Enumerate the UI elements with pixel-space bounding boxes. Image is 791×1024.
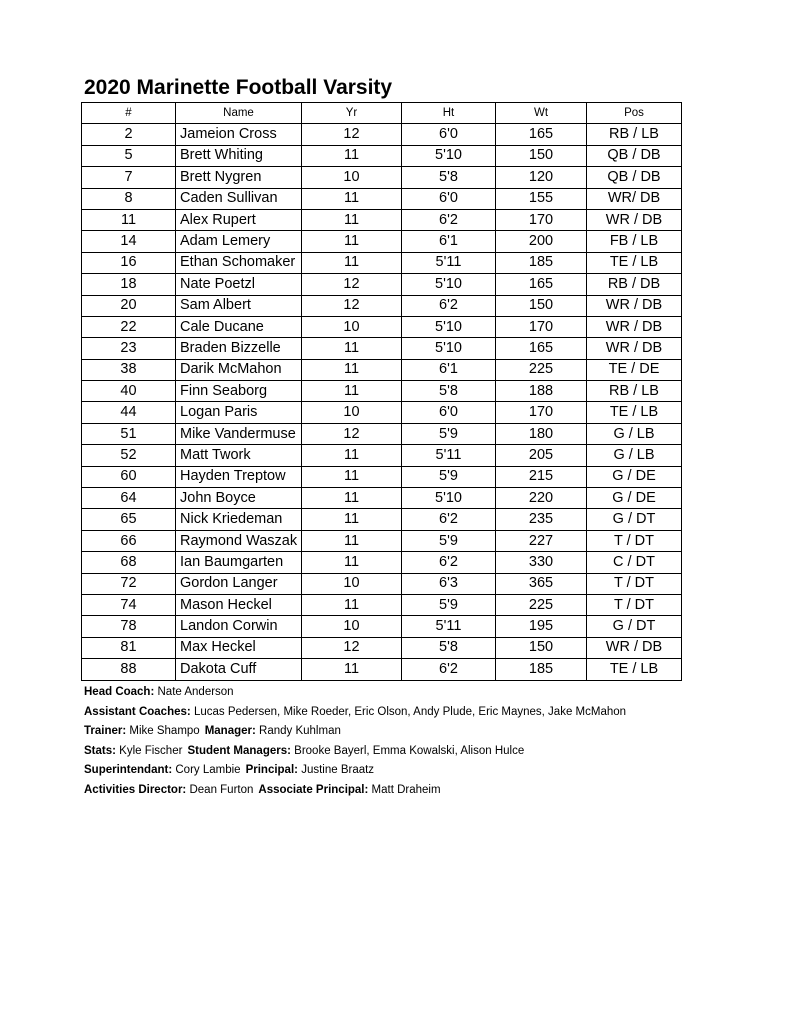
player-height: 5'10 [402, 145, 496, 166]
player-height: 5'10 [402, 338, 496, 359]
player-position: G / DE [587, 466, 682, 487]
player-height: 5'8 [402, 167, 496, 188]
staff-role-label: Student Managers: [187, 744, 291, 757]
player-year: 11 [302, 145, 402, 166]
player-weight: 225 [496, 594, 587, 615]
player-weight: 365 [496, 573, 587, 594]
player-year: 12 [302, 274, 402, 295]
player-weight: 330 [496, 552, 587, 573]
player-year: 10 [302, 573, 402, 594]
player-height: 6'0 [402, 188, 496, 209]
table-row [82, 488, 682, 509]
player-height: 5'10 [402, 274, 496, 295]
player-weight: 150 [496, 145, 587, 166]
player-year: 11 [302, 231, 402, 252]
player-weight: 185 [496, 252, 587, 273]
player-name: Ethan Schomaker [176, 252, 302, 273]
staff-role-label: Superintendant: [84, 764, 173, 777]
player-position: FB / LB [587, 231, 682, 252]
player-year: 11 [302, 466, 402, 487]
table-row [82, 552, 682, 573]
player-position: T / DT [587, 573, 682, 594]
player-year: 10 [302, 167, 402, 188]
player-number: 2 [82, 124, 176, 145]
staff-line [84, 781, 626, 801]
staff-name: Brooke Bayerl, Emma Kowalski, Alison Hulce [294, 744, 525, 757]
page-title: 2020 Marinette Football Varsity [84, 76, 393, 99]
staff-line [84, 683, 626, 703]
player-number: 7 [82, 167, 176, 188]
player-weight: 170 [496, 402, 587, 423]
player-height: 5'9 [402, 530, 496, 551]
player-number: 23 [82, 338, 176, 359]
table-row [82, 188, 682, 209]
table-row [82, 359, 682, 380]
player-height: 5'8 [402, 381, 496, 402]
player-name: Brett Whiting [176, 145, 302, 166]
table-row [82, 659, 682, 680]
player-number: 38 [82, 359, 176, 380]
player-number: 16 [82, 252, 176, 273]
staff-name: Justine Braatz [301, 764, 375, 777]
table-row [82, 316, 682, 337]
player-height: 6'3 [402, 573, 496, 594]
player-position: TE / LB [587, 659, 682, 680]
player-number: 18 [82, 274, 176, 295]
player-position: G / LB [587, 423, 682, 444]
staff-role-label: Principal: [245, 764, 298, 777]
player-name: Darik McMahon [176, 359, 302, 380]
player-number: 81 [82, 637, 176, 658]
player-position: TE / LB [587, 252, 682, 273]
player-name: Brett Nygren [176, 167, 302, 188]
player-weight: 235 [496, 509, 587, 530]
player-year: 11 [302, 488, 402, 509]
staff-role-label: Assistant Coaches: [84, 705, 191, 718]
staff-name: Kyle Fischer [119, 744, 183, 757]
player-number: 11 [82, 209, 176, 230]
player-height: 5'8 [402, 637, 496, 658]
player-position: WR / DB [587, 295, 682, 316]
player-number: 64 [82, 488, 176, 509]
player-weight: 165 [496, 338, 587, 359]
player-weight: 155 [496, 188, 587, 209]
staff-name: Lucas Pedersen, Mike Roeder, Eric Olson, Andy Plude, Eric Maynes, Jake McMahon [193, 705, 627, 718]
player-position: G / DT [587, 509, 682, 530]
player-number: 60 [82, 466, 176, 487]
player-height: 6'0 [402, 124, 496, 145]
player-year: 11 [302, 552, 402, 573]
player-weight: 220 [496, 488, 587, 509]
player-height: 5'11 [402, 445, 496, 466]
player-weight: 188 [496, 381, 587, 402]
player-weight: 170 [496, 209, 587, 230]
player-position: WR / DB [587, 338, 682, 359]
player-position: C / DT [587, 552, 682, 573]
player-number: 72 [82, 573, 176, 594]
player-height: 6'2 [402, 295, 496, 316]
player-height: 6'1 [402, 359, 496, 380]
staff-name: Randy Kuhlman [259, 725, 341, 738]
player-weight: 185 [496, 659, 587, 680]
player-height: 6'2 [402, 509, 496, 530]
player-position: WR / DB [587, 637, 682, 658]
player-height: 5'11 [402, 252, 496, 273]
table-row [82, 637, 682, 658]
player-year: 11 [302, 509, 402, 530]
table-row [82, 145, 682, 166]
table-row [82, 573, 682, 594]
table-row [82, 274, 682, 295]
table-row [82, 594, 682, 615]
player-name: Logan Paris [176, 402, 302, 423]
table-row [82, 509, 682, 530]
player-number: 8 [82, 188, 176, 209]
player-weight: 120 [496, 167, 587, 188]
player-position: RB / LB [587, 124, 682, 145]
player-name: John Boyce [176, 488, 302, 509]
player-position: WR/ DB [587, 188, 682, 209]
col-header-weight: Wt [496, 103, 587, 124]
player-year: 11 [302, 338, 402, 359]
staff-name: Cory Lambie [175, 764, 241, 777]
staff-name: Nate Anderson [157, 686, 234, 698]
player-name: Jameion Cross [176, 124, 302, 145]
player-position: TE / DE [587, 359, 682, 380]
player-year: 11 [302, 530, 402, 551]
staff-role-label: Head Coach: [84, 686, 155, 698]
player-name: Mike Vandermuse [176, 423, 302, 444]
table-row [82, 445, 682, 466]
player-position: G / DE [587, 488, 682, 509]
player-year: 12 [302, 124, 402, 145]
player-number: 74 [82, 594, 176, 615]
player-name: Hayden Treptow [176, 466, 302, 487]
player-position: G / DT [587, 616, 682, 637]
player-position: WR / DB [587, 209, 682, 230]
player-name: Matt Twork [176, 445, 302, 466]
player-name: Nate Poetzl [176, 274, 302, 295]
player-year: 10 [302, 402, 402, 423]
player-position: WR / DB [587, 316, 682, 337]
table-header-row [82, 103, 682, 124]
staff-line [84, 761, 626, 781]
staff-name: Matt Draheim [371, 783, 441, 796]
player-position: RB / DB [587, 274, 682, 295]
player-height: 5'9 [402, 594, 496, 615]
player-position: T / DT [587, 594, 682, 615]
player-name: Dakota Cuff [176, 659, 302, 680]
player-name: Alex Rupert [176, 209, 302, 230]
staff-line [84, 703, 626, 723]
staff-line [84, 742, 626, 762]
player-height: 6'2 [402, 552, 496, 573]
player-name: Caden Sullivan [176, 188, 302, 209]
player-number: 88 [82, 659, 176, 680]
col-header-name: Name [176, 103, 302, 124]
player-weight: 170 [496, 316, 587, 337]
player-weight: 215 [496, 466, 587, 487]
player-number: 44 [82, 402, 176, 423]
col-header-year: Yr [302, 103, 402, 124]
player-height: 6'2 [402, 209, 496, 230]
player-weight: 180 [496, 423, 587, 444]
player-weight: 205 [496, 445, 587, 466]
player-name: Cale Ducane [176, 316, 302, 337]
player-number: 52 [82, 445, 176, 466]
staff-role-label: Trainer: [84, 725, 127, 738]
col-header-height: Ht [402, 103, 496, 124]
player-name: Ian Baumgarten [176, 552, 302, 573]
player-name: Raymond Waszak [176, 530, 302, 551]
table-row [82, 530, 682, 551]
player-name: Sam Albert [176, 295, 302, 316]
player-weight: 227 [496, 530, 587, 551]
player-number: 66 [82, 530, 176, 551]
staff-line [84, 722, 626, 742]
player-position: G / LB [587, 445, 682, 466]
player-position: QB / DB [587, 167, 682, 188]
player-year: 12 [302, 295, 402, 316]
player-weight: 200 [496, 231, 587, 252]
player-height: 5'11 [402, 616, 496, 637]
table-row [82, 423, 682, 444]
player-weight: 165 [496, 274, 587, 295]
player-height: 6'1 [402, 231, 496, 252]
table-row [82, 381, 682, 402]
roster-table [81, 102, 682, 681]
player-name: Landon Corwin [176, 616, 302, 637]
player-number: 65 [82, 509, 176, 530]
table-row [82, 167, 682, 188]
player-position: QB / DB [587, 145, 682, 166]
player-name: Braden Bizzelle [176, 338, 302, 359]
player-position: T / DT [587, 530, 682, 551]
player-year: 10 [302, 616, 402, 637]
player-name: Max Heckel [176, 637, 302, 658]
col-header-position: Pos [587, 103, 682, 124]
staff-list [84, 683, 626, 801]
player-number: 78 [82, 616, 176, 637]
player-weight: 150 [496, 637, 587, 658]
roster-body [82, 124, 682, 680]
player-name: Adam Lemery [176, 231, 302, 252]
staff-role-label: Stats: [84, 744, 116, 757]
player-year: 10 [302, 316, 402, 337]
player-number: 22 [82, 316, 176, 337]
player-height: 6'2 [402, 659, 496, 680]
staff-name: Dean Furton [189, 783, 254, 796]
player-height: 6'0 [402, 402, 496, 423]
player-height: 5'10 [402, 488, 496, 509]
player-year: 11 [302, 209, 402, 230]
table-row [82, 231, 682, 252]
table-row [82, 402, 682, 423]
table-row [82, 209, 682, 230]
table-row [82, 466, 682, 487]
player-name: Mason Heckel [176, 594, 302, 615]
player-position: TE / LB [587, 402, 682, 423]
player-weight: 150 [496, 295, 587, 316]
player-year: 11 [302, 359, 402, 380]
table-row [82, 295, 682, 316]
staff-role-label: Activities Director: [84, 783, 187, 796]
player-name: Gordon Langer [176, 573, 302, 594]
player-number: 68 [82, 552, 176, 573]
player-year: 12 [302, 423, 402, 444]
player-name: Finn Seaborg [176, 381, 302, 402]
player-height: 5'9 [402, 423, 496, 444]
player-number: 14 [82, 231, 176, 252]
player-weight: 225 [496, 359, 587, 380]
player-height: 5'10 [402, 316, 496, 337]
player-year: 11 [302, 252, 402, 273]
player-year: 11 [302, 381, 402, 402]
player-year: 11 [302, 188, 402, 209]
table-row [82, 338, 682, 359]
staff-role-label: Associate Principal: [258, 783, 369, 796]
player-name: Nick Kriedeman [176, 509, 302, 530]
table-row [82, 124, 682, 145]
player-number: 51 [82, 423, 176, 444]
player-number: 40 [82, 381, 176, 402]
player-height: 5'9 [402, 466, 496, 487]
table-row [82, 252, 682, 273]
player-weight: 165 [496, 124, 587, 145]
col-header-number: # [82, 103, 176, 124]
player-number: 5 [82, 145, 176, 166]
player-year: 11 [302, 445, 402, 466]
player-weight: 195 [496, 616, 587, 637]
player-year: 12 [302, 637, 402, 658]
staff-role-label: Manager: [204, 725, 256, 738]
player-number: 20 [82, 295, 176, 316]
staff-name: Mike Shampo [129, 725, 200, 738]
player-year: 11 [302, 594, 402, 615]
player-year: 11 [302, 659, 402, 680]
player-position: RB / LB [587, 381, 682, 402]
table-row [82, 616, 682, 637]
